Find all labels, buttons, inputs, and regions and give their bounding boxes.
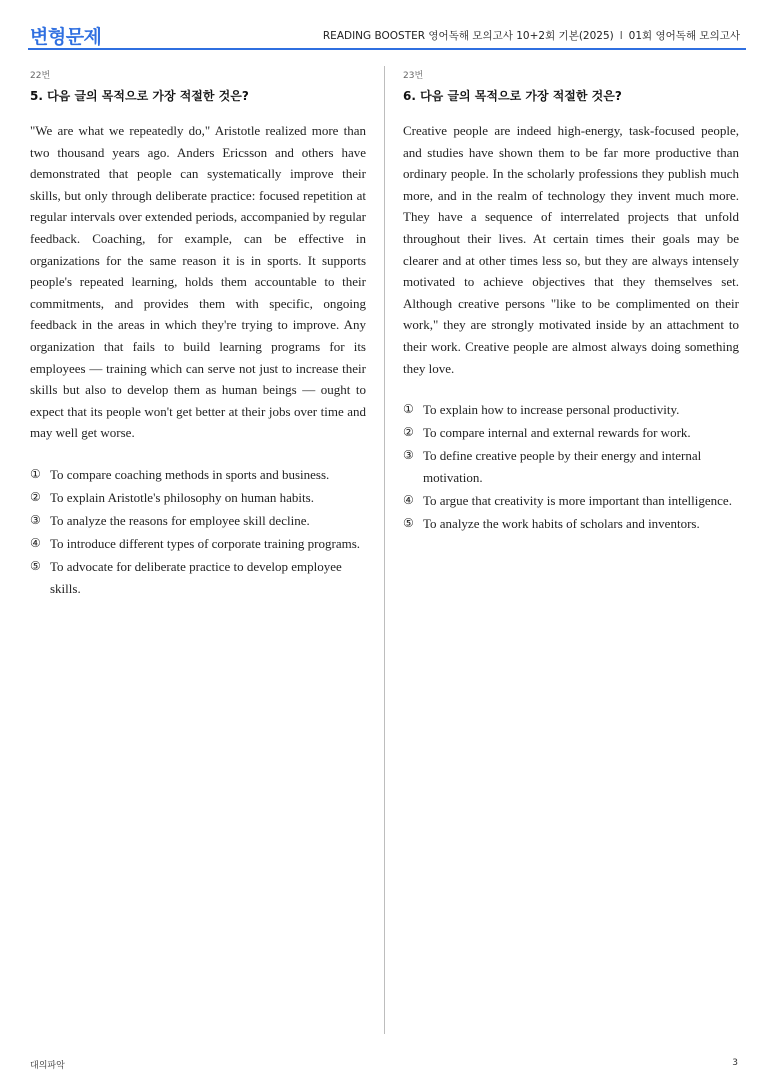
answer-choice[interactable] [30, 556, 366, 599]
choice-text: To advocate for deliberate practice to develop employee skills. [50, 559, 342, 596]
choice-mark: ⑤ [30, 559, 41, 574]
choice-text: To introduce different types of corporate training programs. [50, 536, 361, 552]
choice-mark: ③ [30, 513, 41, 528]
choice-mark: ① [30, 466, 41, 481]
choice-text: To analyze the reasons for employee skill decline. [50, 513, 310, 529]
choice-mark: ⑤ [403, 516, 414, 531]
answer-choice[interactable] [30, 533, 366, 555]
header-separator: l [619, 30, 623, 42]
exam-subtitle: 01회 영어독해 모의고사 [628, 30, 740, 42]
answer-choice[interactable] [403, 399, 739, 421]
source-number: 23번 [403, 71, 424, 81]
choice-mark: ③ [403, 448, 414, 463]
answer-choice[interactable] [30, 464, 366, 486]
choice-text: To define creative people by their energy and internal motivation. [423, 448, 702, 485]
series-title [323, 28, 740, 43]
choice-mark: ④ [403, 493, 414, 507]
page-number: 3 [732, 1058, 738, 1068]
answer-choice[interactable] [30, 487, 366, 509]
question-5-column [30, 68, 366, 601]
question-title: 6. 다음 글의 목적으로 가장 적절한 것은? [403, 89, 622, 103]
choice-text: To compare internal and external rewards for work. [423, 425, 691, 441]
answer-choice[interactable] [403, 422, 739, 444]
choice-text: To compare coaching methods in sports and business. [50, 466, 330, 482]
footer-category: 대의파악 [30, 1061, 65, 1071]
brand-title: 변형문제 [30, 26, 102, 48]
choice-text: To explain Aristotle's philosophy on human habits. [50, 490, 314, 505]
column-divider [384, 66, 385, 1034]
answer-choice[interactable] [403, 445, 739, 488]
source-number: 22번 [30, 71, 51, 81]
answer-choices [30, 464, 366, 600]
choice-mark: ④ [30, 536, 41, 551]
passage: "We are what we repeatedly do," Aristotle realized more than two thousand years ago. Anders Ericsson and others have demonstrated that people can systematically improve their skills, but only through deliberate practice: focused repetition at regular intervals over extended periods, accompanied by regular feedback. Coaching, for example, can be effective in organizations for the same reason it is in sports. It supports people's repeated learning, holds them accountable to their commitments, and provides them with specific, ongoing feedback in the areas in which they're trying to improve. Any organization that fails to build learning programs for its employees — training which can serve not just to increase their skills but also to develop them as human beings — ought to expect that its people won't get better at their jobs over time and may well get worse. [30, 123, 366, 441]
choice-text: To argue that creativity is more important than intelligence. [423, 493, 732, 508]
question-title: 5. 다음 글의 목적으로 가장 적절한 것은? [30, 89, 249, 103]
choice-text: To explain how to increase personal productivity. [423, 402, 680, 418]
choice-mark: ② [30, 490, 41, 504]
answer-choice[interactable] [30, 510, 366, 532]
page-header [28, 16, 746, 50]
answer-choice[interactable] [403, 513, 739, 535]
passage: Creative people are indeed high-energy, task-focused people, and studies have shown them to be far more productive than ordinary people. In the scholarly professions they publish much more, and in the realm of technology they invent much more. They have a sequence of interrelated projects that unfold throughout their lives. At certain times their goals may be clearer and at other times less so, but they are always intensely motivated to achieve objectives that they themselves set. Although creative persons "like to be complimented on their work," they are strongly motivated inside by an attachment to their work. Creative people are almost always doing something they love. [403, 123, 739, 376]
choice-mark: ② [403, 425, 414, 440]
answer-choices [403, 399, 739, 535]
choice-text: To analyze the work habits of scholars and inventors. [423, 516, 700, 532]
question-6-column [403, 68, 739, 536]
answer-choice[interactable] [403, 490, 739, 512]
series-name: READING BOOSTER 영어독해 모의고사 10+2회 기본(2025) [322, 30, 614, 42]
choice-mark: ① [403, 402, 414, 417]
